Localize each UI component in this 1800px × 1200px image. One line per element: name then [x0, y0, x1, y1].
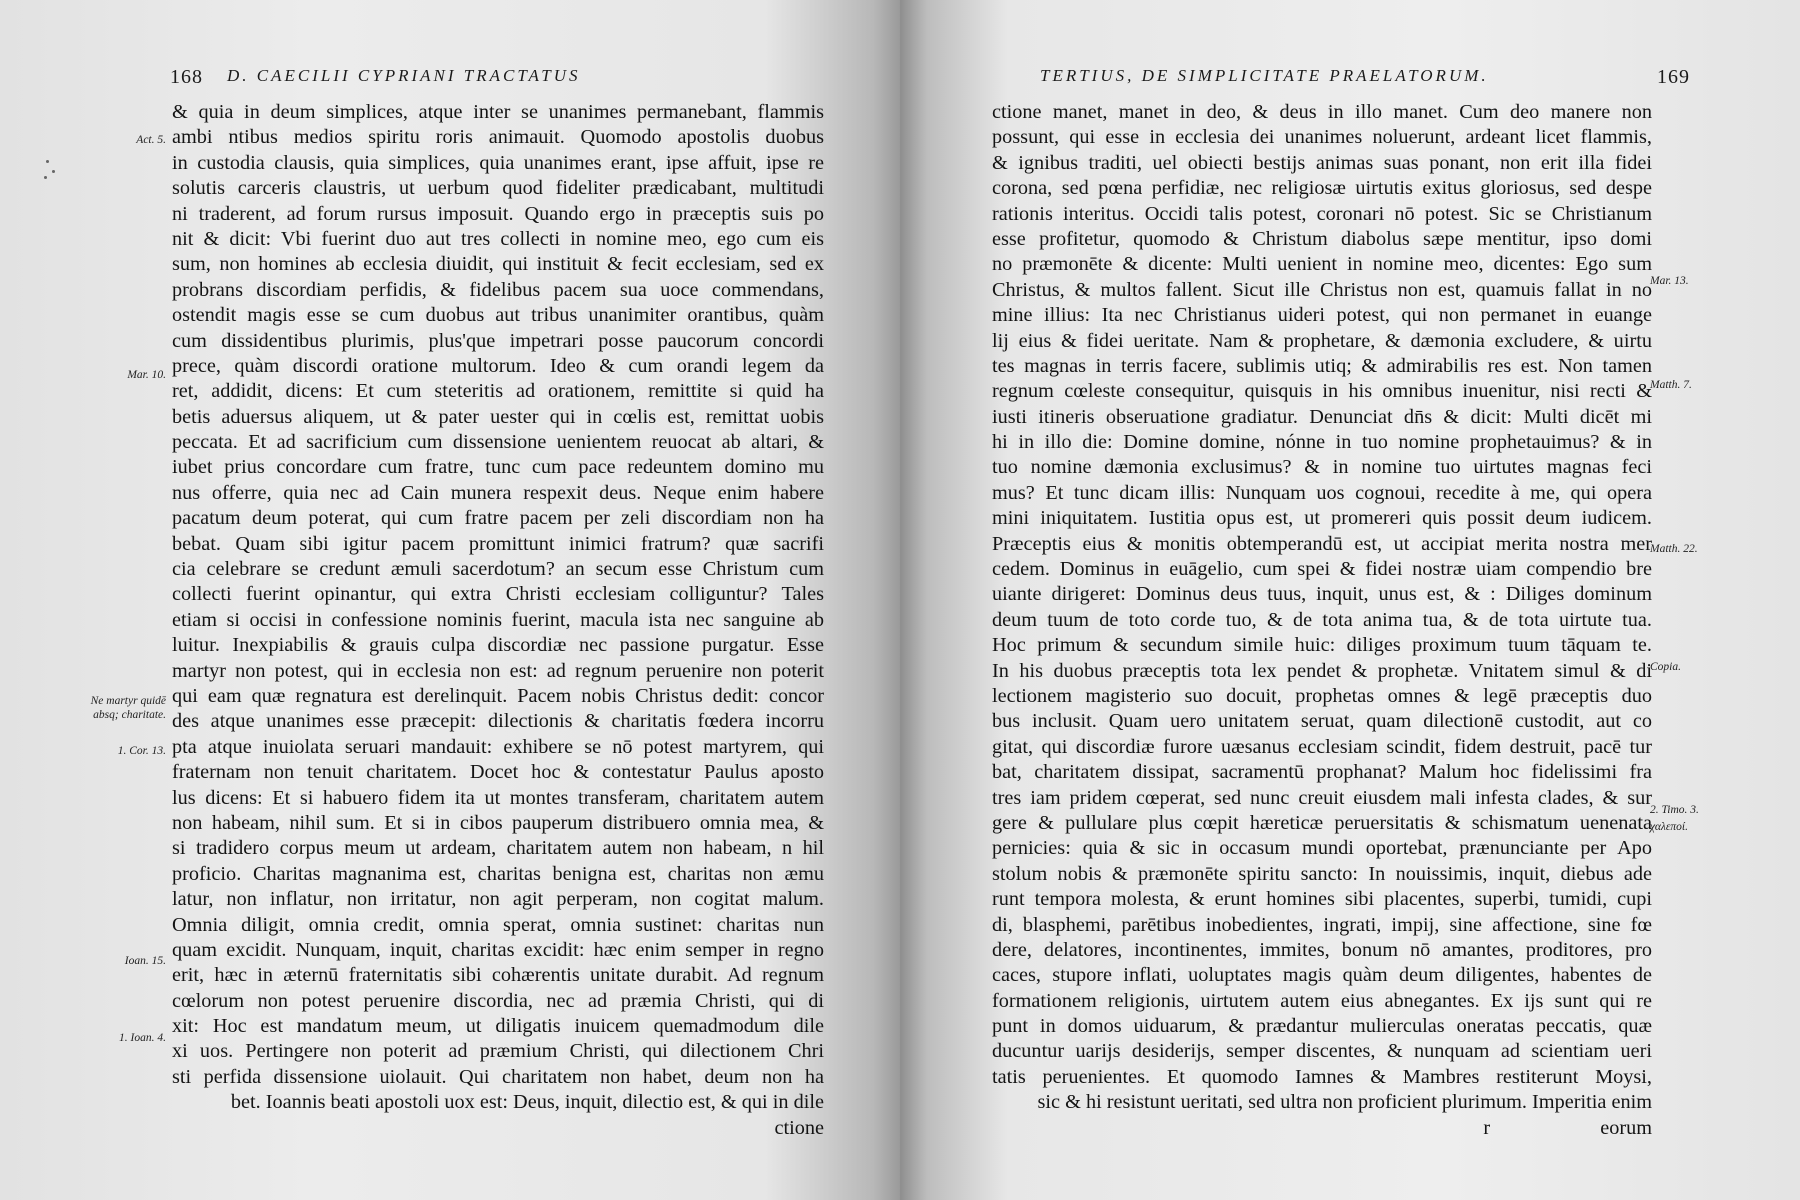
text-line: pta atque inuiolata seruari mandauit: exhibere se nō potest martyrem, qui — [172, 735, 824, 758]
margin-note: χαλεποί. — [1650, 821, 1688, 833]
text-line: qui eam quæ regnatura est derelinquit. Pacem nobis Christus dedit: concor — [172, 684, 824, 707]
text-line: lectionem magisterio suo docuit, prophetas omnes & legē præceptis duo — [992, 684, 1652, 707]
text-line: solutis carceris claustris, ut uerbum quod fideliter prædicabant, multitudi — [172, 177, 824, 200]
text-line: ostendit magis esse se cum duobus aut tribus unanimiter orantibus, quàm — [172, 304, 824, 327]
text-line: des atque unanimes esse præcepit: dilectionis & charitatis fœdera incorru — [172, 710, 824, 733]
margin-note: Ne martyr quidē absq; charitate. — [90, 695, 166, 721]
text-line: pernicies: quia & sic in occasum mundi oportebat, prænunciante per Apo — [992, 837, 1652, 860]
text-line: In his duobus præceptis tota lex pendet & prophetæ. Vnitatem simul & di — [992, 659, 1652, 682]
left-running-head: D. CAECILII CYPRIANI TRACTATUS — [227, 66, 581, 85]
margin-note: Copia. — [1650, 661, 1681, 673]
text-line: cedem. Dominus in euāgelio, cum spei & fidei nostræ uiam compendio bre — [992, 558, 1652, 581]
margin-note: 1. Ioan. 4. — [119, 1032, 166, 1044]
text-line: latur, non inflatur, non irritatur, non agit perperam, non cogitat malum. — [172, 888, 824, 911]
footer-line — [992, 1116, 1652, 1141]
text-line: bet. Ioannis beati apostoli uox est: Deus, inquit, dilectio est, & qui in dile — [230, 1091, 824, 1114]
text-line: lus dicens: Et si habuero fidem ita ut montes transferam, charitatem autem — [172, 786, 824, 809]
text-line: mine illius: Ita nec Christianus uideri potest, qui non permanet in euange — [992, 304, 1652, 327]
text-line: bus inclusit. Quam uero unitatem seruat, quam dilectionē custodit, aut co — [992, 710, 1652, 733]
text-line: tatis peruenientes. Et quomodo Iamnes & Mambres restiterunt Moysi, — [992, 1065, 1652, 1088]
text-line: gitat, qui discordiæ furore uæsanus ecclesiam scindit, fidem destruit, pacē tur — [992, 735, 1652, 758]
text-line: Omnia diligit, omnia credit, omnia sperat, omnia sustinet: charitas nun — [172, 913, 824, 936]
text-line: si tradidero corpus meum ut ardeam, charitatem autem non habeam, n hil — [172, 837, 824, 860]
text-line: no præmonēte & dicente: Multi uenient in nomine meo, dicentes: Ego sum — [992, 253, 1652, 276]
text-line: ambi ntibus medios spiritu roris animauit. Quomodo apostolis duobus — [172, 126, 824, 149]
left-page-text — [172, 100, 824, 1141]
text-line: punt in domos uiduarum, & prædantur mulierculas oneratas peccatis, quæ — [992, 1015, 1652, 1038]
text-line: pacatum deum poterat, qui cum fratre pacem per zeli discordiam non ha — [172, 507, 824, 530]
text-line: sic & hi resistunt ueritati, sed ultra non proficient plurimum. Imperitia enim — [1037, 1091, 1652, 1114]
speck — [46, 160, 49, 163]
text-line: dere, delatores, incontinentes, immites, bonum nō amantes, proditores, pro — [992, 938, 1652, 961]
left-page-header — [170, 66, 830, 92]
text-line: esse profitetur, quomodo & Christum diabolus sæpe mentitur, ipso domi — [992, 227, 1652, 250]
text-line: stolum nobis & præmonēte spiritu sancto: In nouissimis, inquit, diebus ade — [992, 862, 1652, 885]
text-line: caces, stupore inflati, uoluptates magis quàm deum diligentes, habentes de — [992, 964, 1652, 987]
text-line: lij eius & fidei ueritate. Nam & prophetare, & dæmonia excludere, & uirtu — [992, 329, 1652, 352]
text-line: erit, hæc in æternū fraternitatis sibi cohærentis unitate durabit. Ad regnum — [172, 964, 824, 987]
text-line: xi uos. Pertingere non poterit ad præmium Christi, qui dilectionem Chri — [172, 1040, 824, 1063]
text-line: Christus, & multos fallent. Sicut ille Christus non est, quamuis fallat in no — [992, 278, 1652, 301]
text-line: nus offerre, quia nec ad Cain munera respexit deus. Neque enim habere — [172, 481, 824, 504]
margin-note: Matth. 7. — [1650, 379, 1692, 391]
text-line: hi in illo die: Domine domine, nónne in tuo nomine prophetauimus? & in — [992, 431, 1652, 454]
text-line: quam excidit. Nunquam, inquit, charitas excidit: hæc enim semper in regno — [172, 938, 824, 961]
text-line: etiam si occisi in confessione nominis fuerint, macula ista nec sanguine ab — [172, 608, 824, 631]
margin-note: Mar. 10. — [127, 369, 166, 381]
text-line: ctione manet, manet in deo, & deus in illo manet. Cum deo manere non — [992, 101, 1652, 123]
margin-note: 1. Cor. 13. — [117, 745, 166, 757]
margin-note: Act. 5. — [136, 134, 166, 146]
margin-note: 2. Timo. 3. — [1650, 804, 1699, 816]
text-line: uiante dirigeret: Dominus deus tuus, inquit, unus est, & : Diliges dominum — [992, 583, 1652, 606]
catchword: eorum — [1600, 1116, 1652, 1139]
text-line: iubet prius concordare cum fratre, tunc cum pace redeuntem domino mu — [172, 456, 824, 479]
margin-note: Ioan. 15. — [124, 955, 166, 967]
text-line: rationis interitus. Occidi talis potest, coronari nō potest. Sic se Christianum — [992, 202, 1652, 225]
text-line: ducuntur uarijs desiderijs, semper discentes, & nunquam ad scientiam ueri — [992, 1040, 1652, 1063]
text-line: & quia in deum simplices, atque inter se unanimes permanebant, flammis — [172, 101, 824, 123]
signature-mark: r — [1483, 1116, 1491, 1139]
text-line: collecti fuerint opinantur, qui extra Christi ecclesiam colliguntur? Tales — [172, 583, 824, 606]
margin-note: Mar. 13. — [1650, 275, 1689, 287]
text-line: probrans discordiam perfidis, & fidelibus pacem sua uoce commendans, — [172, 278, 824, 301]
text-line: betis aduersus aliquem, ut & pater uester qui in cœlis est, remittat uobis — [172, 405, 824, 428]
text-line: bat, charitatem dissipat, sacramentū prophanat? Malum hoc fidelissimi fra — [992, 761, 1652, 784]
text-line: & ignibus traditi, uel obiecti bestijs animas suas ponant, non erit illa fidei — [992, 151, 1652, 174]
text-line: tes magnas in terris facere, sublimis utiq; & admirabilis res est. Non tamen — [992, 354, 1652, 377]
text-line: ni traderent, ad forum rursus imposuit. Quando ergo in præceptis suis po — [172, 202, 824, 225]
speck — [52, 170, 55, 173]
right-page — [900, 0, 1800, 1200]
text-line: possunt, qui esse in ecclesia dei unanimes noluerunt, ardeant licet flammis, — [992, 126, 1652, 149]
text-line: in custodia clausis, quia simplices, quia unanimes erant, ipse affuit, ipse re — [172, 151, 824, 174]
speck — [44, 176, 47, 179]
text-line: sti perfida dissensione uiolauit. Qui charitatem non habet, deum non ha — [172, 1065, 824, 1088]
text-line: luitur. Inexpiabilis & grauis culpa discordiæ nec passione purgatur. Esse — [172, 634, 824, 657]
right-running-head: TERTIUS, DE SIMPLICITATE PRAELATORUM. — [1040, 66, 1489, 85]
text-line: ret, addidit, dicens: Et cum steteritis ad orationem, remittite si quid ha — [172, 380, 824, 403]
text-line: deum tuum de toto corde tuo, & de tota anima tua, & de tota uirtute tua. — [992, 608, 1652, 631]
text-line: formationem religionis, uirtutem autem eius abnegantes. Ex ijs sunt qui re — [992, 989, 1652, 1012]
text-line: Præceptis eius & monitis obtemperandū est, ut accipiat merita nostra mer — [992, 532, 1652, 555]
text-line: gere & pullulare plus cœpit hæreticæ peruersitatis & schismatum uenenata — [992, 811, 1652, 834]
text-line: proficio. Charitas magnanima est, charitas benigna est, charitas non æmu — [172, 862, 824, 885]
text-line: xit: Hoc est mandatum meum, ut diligatis inuicem quemadmodum dile — [172, 1015, 824, 1038]
right-page-text — [992, 100, 1652, 1141]
text-line: tres iam pridem cœperat, sed nunc creuit eiusdem mali infesta clades, & sur — [992, 786, 1652, 809]
text-line: martyr non potest, qui in ecclesia non est: ad regnum peruenire non poterit — [172, 659, 824, 682]
text-line: runt tempora molesta, & erunt homines sibi placentes, superbi, tumidi, cupi — [992, 888, 1652, 911]
left-folio: 168 — [170, 66, 203, 88]
text-line: bebat. Quam sibi igitur pacem promittunt inimici fratrum? quæ sacrifi — [172, 532, 824, 555]
text-line: iusti itineris obseruatione gradiatur. Denunciat dn̄s & dicit: Multi dicēt mi — [992, 405, 1652, 428]
text-line: fraternam non tenuit charitatem. Docet hoc & contestatur Paulus aposto — [172, 761, 824, 784]
text-line: tuo nomine dæmonia exclusimus? & in nomine tuo uirtutes magnas feci — [992, 456, 1652, 479]
text-line: peccata. Et ad sacrificium cum dissensione uenientem reuocat ab altari, & — [172, 431, 824, 454]
text-line: mus? Et tunc dicam illis: Nunquam uos cognoui, recedite à me, qui opera — [992, 481, 1652, 504]
text-line: mini iniquitatem. Iustitia opus est, ut promereri quis possit deum iudicem. — [992, 507, 1652, 530]
text-line: corona, sed pœna perfidiæ, nec religiosæ uirtutis exitus gloriosus, sed despe — [992, 177, 1652, 200]
text-line: Hoc primum & secundum simile huic: diliges proximum tuum tāquam te. — [992, 634, 1652, 657]
right-folio: 169 — [1657, 66, 1690, 88]
text-line: cum dissidentibus plurimis, plus'que impetrari posse paucorum concordi — [172, 329, 824, 352]
text-line: cœlorum non potest peruenire discordia, nec ad præmia Christi, qui di — [172, 989, 824, 1012]
text-line: nit & dicit: Vbi fuerint duo aut tres collecti in nomine meo, ego cum eis — [172, 227, 824, 250]
text-line: cia celebrare se credunt æmuli sacerdotum? an secum esse Christum cum — [172, 558, 824, 581]
text-line: sum, non homines ab ecclesia diuidit, qui instituit & fecit ecclesiam, sed ex — [172, 253, 824, 276]
text-line: di, blasphemi, parētibus inobedientes, ingrati, impij, sine affectione, sine fœ — [992, 913, 1652, 936]
right-page-header — [1040, 66, 1690, 92]
text-line: non habeam, nihil sum. Et si in cibos pauperum distribuero omnia mea, & — [172, 811, 824, 834]
catchword: ctione — [774, 1116, 824, 1139]
text-line: prece, quàm discordi oratione multorum. Ideo & cum orandi legem da — [172, 354, 824, 377]
margin-note: Matth. 22. — [1650, 543, 1698, 555]
text-line: regnum cœleste consequitur, quisquis in his omnibus inuenitur, nisi recti & — [992, 380, 1652, 403]
